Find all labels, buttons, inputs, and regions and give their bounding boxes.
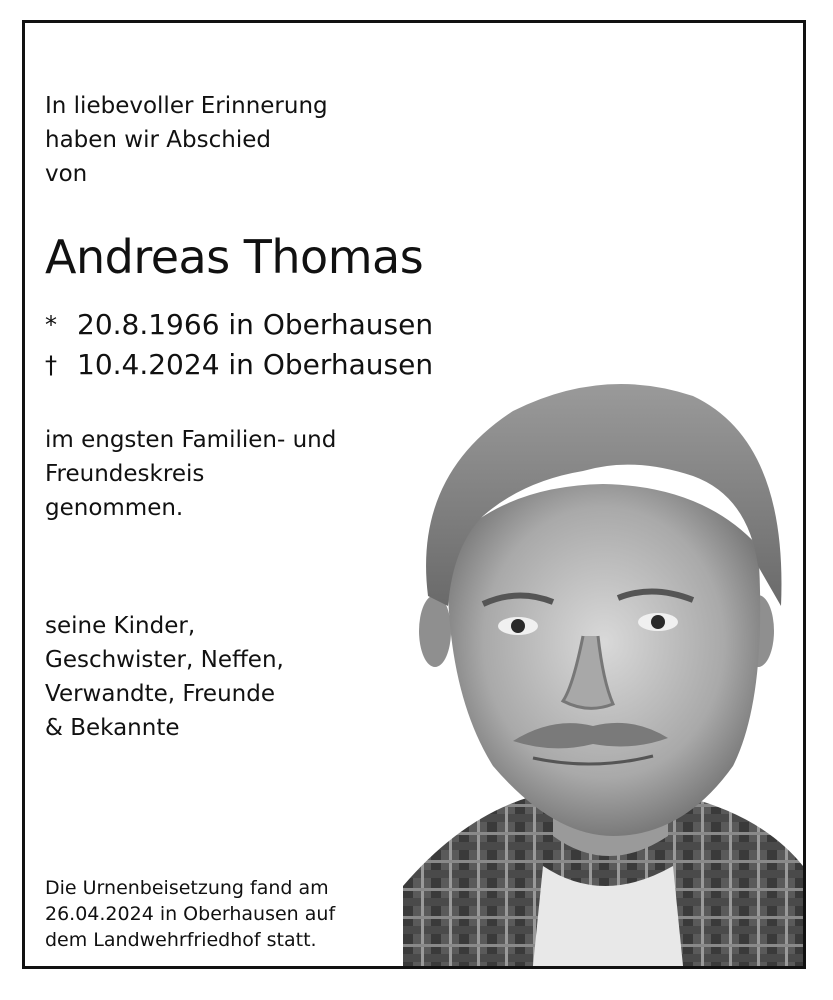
mourners-text	[45, 609, 284, 745]
mourners-line: & Bekannte	[45, 715, 180, 741]
mourners-line: Verwandte, Freunde	[45, 681, 275, 707]
portrait-photo	[403, 366, 803, 966]
circle-line: genommen.	[45, 495, 184, 521]
intro-text	[45, 89, 328, 191]
intro-line: haben wir Abschied	[45, 127, 271, 153]
intro-line: von	[45, 161, 88, 187]
burial-line: Die Urnenbeisetzung fand am	[45, 877, 329, 899]
mourners-line: Geschwister, Neffen,	[45, 647, 284, 673]
intro-line: In liebevoller Erinnerung	[45, 93, 328, 119]
burial-note	[45, 875, 335, 953]
death-cross-icon: †	[45, 351, 57, 379]
circle-line: Freundeskreis	[45, 461, 205, 487]
circle-text	[45, 423, 336, 525]
birth-date: 20.8.1966 in Oberhausen	[77, 308, 434, 341]
burial-line: 26.04.2024 in Oberhausen auf	[45, 903, 336, 925]
death-line	[45, 345, 433, 385]
mourners-line: seine Kinder,	[45, 613, 196, 639]
birth-line	[45, 305, 433, 345]
birth-star-icon: *	[45, 311, 57, 339]
death-date: 10.4.2024 in Oberhausen	[77, 348, 434, 381]
deceased-name: Andreas Thomas	[45, 230, 424, 284]
obituary-frame	[22, 20, 806, 969]
life-dates	[45, 305, 433, 385]
circle-line: im engsten Familien- und	[45, 427, 337, 453]
burial-line: dem Landwehrfriedhof statt.	[45, 929, 317, 951]
